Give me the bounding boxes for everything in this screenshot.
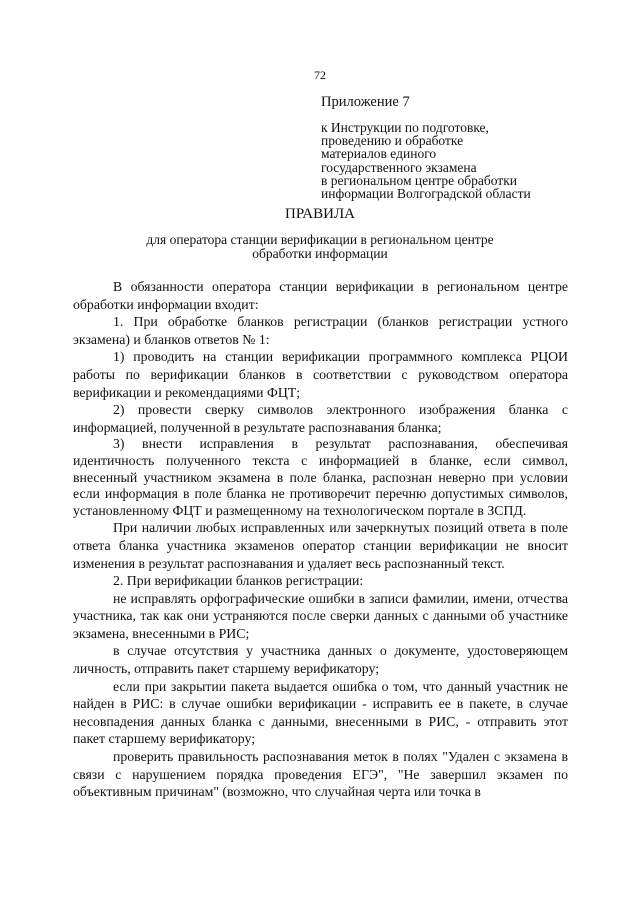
appendix-reference-line: в региональном центре обработки <box>321 172 517 188</box>
appendix-reference-line: государственного экзамена <box>321 159 477 175</box>
body-paragraph: В обязанности оператора станции верификации в региональном центре обработки информации входит: <box>73 279 568 312</box>
appendix-reference-line: информации Волгоградской области <box>321 186 531 202</box>
body-paragraph: 1) проводить на станции верификации программного комплекса РЦОИ работы по верификации бланков в соответствии с руководством оператора верификации и рекомендациями ФЦТ; <box>73 349 568 400</box>
body-paragraph: 3) внести исправления в результат распознавания, обеспечивая идентичность полученного текста с информацией в бланке, если символ, внесенный участником экзамена в поле бланка, распознан неверно при условии если информация в поле бланка не противоречит перечню допустимых символов, установленному ФЦТ и размещенному на технологическом портале в ЗСПД. <box>73 436 568 518</box>
body-paragraph: не исправлять орфографические ошибки в записи фамилии, имени, отчества участника, так как они устраняются после сверки данных с данными об участнике экзамена, внесенными в РИС; <box>73 590 568 641</box>
body-paragraph: 2) провести сверку символов электронного изображения бланка с информацией, полученной в результате распознавания бланка; <box>73 402 568 435</box>
page-number: 72 <box>314 68 326 82</box>
body-paragraph: При наличии любых исправленных или зачеркнутых позиций ответа в поле ответа бланка участника экзаменов оператор станции верификации не вносит изменения в результат распознавания и удаляет весь распознанный текст. <box>73 520 568 571</box>
document-subtitle <box>100 233 540 260</box>
document-body <box>73 278 568 801</box>
body-paragraph: проверить правильность распознавания меток в полях "Удален с экзамена в связи с нарушением порядка проведения ЕГЭ", "Не завершил экзамен по объективным причинам" (возможно, что случайная черта или точка в <box>73 749 568 800</box>
appendix-title: Приложение 7 <box>321 94 410 110</box>
appendix-reference-line: материалов единого <box>321 146 437 162</box>
document-title: ПРАВИЛА <box>285 206 355 222</box>
appendix-reference <box>321 121 601 200</box>
body-paragraph: если при закрытии пакета выдается ошибка о том, что данный участник не найден в РИС: в случае ошибки верификации - исправить ее в пакете, в случае несовпадения данных бланка с данными, внесенными в РИС, - отправить этот пакет старшему верификатору; <box>73 678 568 747</box>
body-paragraph: в случае отсутствия у участника данных о документе, удостоверяющем личность, отправить пакет старшему верификатору; <box>73 643 568 677</box>
body-paragraph: 2. При верификации бланков регистрации: <box>113 573 364 589</box>
appendix-reference-line: проведению и обработке <box>321 133 464 149</box>
subtitle-line: обработки информации <box>252 245 388 261</box>
appendix-reference-line: к Инструкции по подготовке, <box>321 120 489 135</box>
body-paragraph: 1. При обработке бланков регистрации (бланков регистрации устного экзамена) и бланков ответов № 1: <box>73 314 568 347</box>
subtitle-line: для оператора станции верификации в региональном центре <box>146 232 494 247</box>
